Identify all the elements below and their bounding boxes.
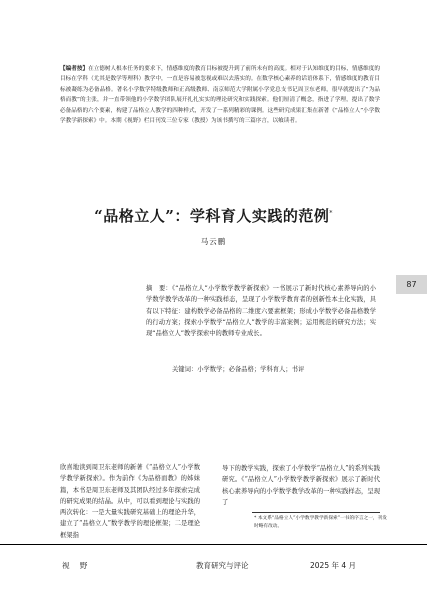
footer-journal-name: 教育研究与评论 — [196, 561, 249, 570]
editor-note-text: 在立德树人根本任务的要求下，情感维度的教育目标被提升到了前所未有的高度。相对于认知维度的目标，情感维度的目标在学科（尤其是数学等理科）教学中，一直是容易被忽视或难以去落实的。在数学核心素养的话语体系下，情感维度的教育目标被凝练为必备品格。著名小学数学特级教师和正高级教师、南京师范大学附属小学党总支书记周卫东老师，很早就提出了“为品格而教”的主张，并一直带领他的小学数学团队展开扎扎实实的理论研究和实践探索。他们厘清了概念，指进了学理，提出了数学必备品格的六个要素，构建了品格立人教学的四种样式，开发了一系列精彩的课例。这些研究成果汇集在新著《“品格立人”小学数学教学新探索》中。本期《视野》栏目刊发三位专家（教授）为该书撰写的三篇序言，以飨读者。 — [60, 66, 380, 125]
footer-divider — [0, 544, 427, 545]
abstract-label: 摘 要： — [146, 285, 172, 292]
title-footnote-marker: * — [329, 210, 333, 217]
page-number-badge: 87 — [396, 275, 427, 294]
article-title — [0, 205, 427, 226]
keywords-label: 关键词： — [172, 366, 198, 373]
footnote: * 本文系“品格立人”小学数学教学新探索”一书的序言之一，刊发时略有改动。 — [254, 516, 387, 529]
body-column-right: 导下的教学实践，探索了小学数学“品格立人”的系列实践研究。《“品格立人”小学数学教学新探索》展示了新时代核心素养导向的小学数学教学改革的一种实践样态，呈现了 — [222, 465, 380, 506]
abstract — [146, 283, 376, 339]
body-column-left: 欣喜地读到周卫东老师的新著《“品格立人”小学数学教学新探索》。作为前作《为品格而教》的姊妹篇，本书是周卫东老师及其团队经过多年探索完成的研究成果的结晶。从中，可以看到理论与实践的两次转化：一是大量实践研究基础上的理论升华，建立了“品格立人”数学教学的理论框架；二是理论框架指 — [60, 464, 200, 539]
article-title-text: “品格立人”：学科育人实践的范例 — [94, 207, 330, 225]
footnote-divider — [252, 512, 380, 513]
author-name: 马云鹏 — [200, 237, 227, 246]
footer-issue-date: 2025 年 4 月 — [310, 561, 357, 570]
editor-note — [60, 64, 380, 126]
keywords-text: 小学数学；必备品格；学科育人；书评 — [197, 366, 305, 373]
keywords — [172, 364, 392, 373]
abstract-text: 《“品格立人”小学数学教学新探索》一书展示了新时代核心素养导向的小学数学教学改革的一种实践样态，呈现了小学数学教育者的创新性本土化实践，具有以下特征：建构数学必备品格的二维度六要素框架；形成小学数学必备品格教学的行动方案；探索小学数学“品格立人”教学的丰富案例；运用规范的研究方法；实现“品格立人”教学探索中的教师专业成长。 — [146, 285, 377, 338]
editor-note-label: 【编者按】 — [60, 66, 89, 72]
footer-section-name: 视 野 — [62, 561, 92, 570]
